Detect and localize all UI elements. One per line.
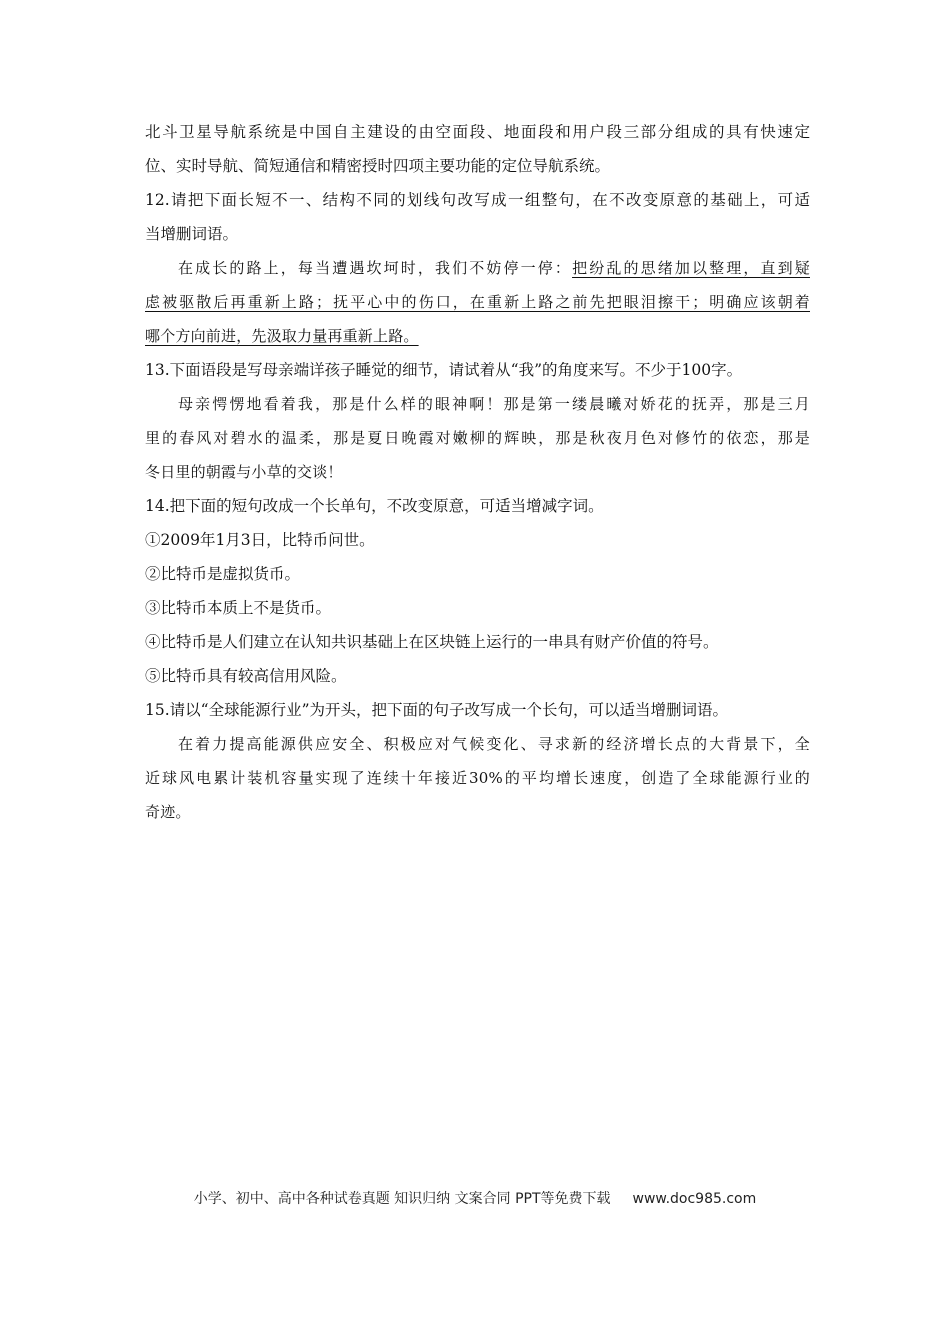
question-12-prompt-line-1: 12.请把下面长短不一、结构不同的划线句改写成一组整句，在不改变原意的基础上，可适: [145, 191, 810, 209]
question-12-passage-line-1: [145, 251, 810, 285]
footer-link[interactable]: www.doc985.com: [632, 1191, 757, 1207]
question-12-underlined-sentence-2: 虑被驱散后再重新上路；抚平心中的伤口，在重新上路之前先把眼泪擦干；明确应该朝着: [145, 293, 810, 311]
question-12-underlined-sentence-1: 把纷乱的思绪加以整理，直到疑: [572, 259, 810, 277]
page-footer: [0, 1188, 950, 1208]
question-15-prompt: 15.请以“全球能源行业”为开头，把下面的句子改写成一个长句，可以适当增删词语。: [145, 701, 729, 719]
question-12-underlined-sentence-3: 哪个方向前进，先汲取力量再重新上路。: [145, 327, 419, 345]
question-12-passage-line-2: [145, 285, 810, 319]
question-15-passage-line-1: 在着力提高能源供应安全、积极应对气候变化、寻求新的经济增长点的大背景下，全: [178, 735, 810, 753]
question-15-passage-line-3: 奇迹。: [145, 803, 191, 821]
question-14-item-1: ①2009年1月3日，比特币问世。: [145, 531, 375, 549]
question-14-prompt: 14.把下面的短句改成一个长单句，不改变原意，可适当增减字词。: [145, 497, 604, 515]
question-14-item-2: ②比特币是虚拟货币。: [145, 565, 301, 583]
question-12-prompt-line-2: 当增删词语。: [145, 225, 239, 243]
question-13-passage-line-2: 里的春风对碧水的温柔，那是夏日晚霞对嫩柳的辉映，那是秋夜月色对修竹的依恋，那是: [145, 429, 810, 447]
question-14-item-3: ③比特币本质上不是货币。: [145, 599, 332, 617]
footer-text: 小学、初中、高中各种试卷真题 知识归纳 文案合同 PPT等免费下载: [193, 1191, 611, 1207]
question-15-passage-line-2: 近球风电累计装机容量实现了连续十年接近30%的平均增长速度，创造了全球能源行业的: [145, 769, 810, 787]
question-12-passage-line-3: [145, 319, 810, 353]
question-14-item-4: ④比特币是人们建立在认知共识基础上在区块链上运行的一串具有财产价值的符号。: [145, 633, 719, 651]
question-13-passage-line-1: 母亲愕愣地看着我，那是什么样的眼神啊！那是第一缕晨曦对娇花的抚弄，那是三月: [178, 395, 810, 413]
question-13-passage-line-3: 冬日里的朝霞与小草的交谈！: [145, 463, 343, 481]
question-12-passage-prefix: 在成长的路上，每当遭遇坎坷时，我们不妨停一停：: [178, 259, 573, 277]
intro-line-2: 位、实时导航、简短通信和精密授时四项主要功能的定位导航系统。: [145, 157, 611, 175]
intro-line-1: 北斗卫星导航系统是中国自主建设的由空面段、地面段和用户段三部分组成的具有快速定: [145, 123, 810, 141]
document-body: [145, 115, 810, 829]
question-13-prompt: 13.下面语段是写母亲端详孩子睡觉的细节，请试着从“我”的角度来写。不少于100字。: [145, 361, 743, 379]
question-14-item-5: ⑤比特币具有较高信用风险。: [145, 667, 347, 685]
